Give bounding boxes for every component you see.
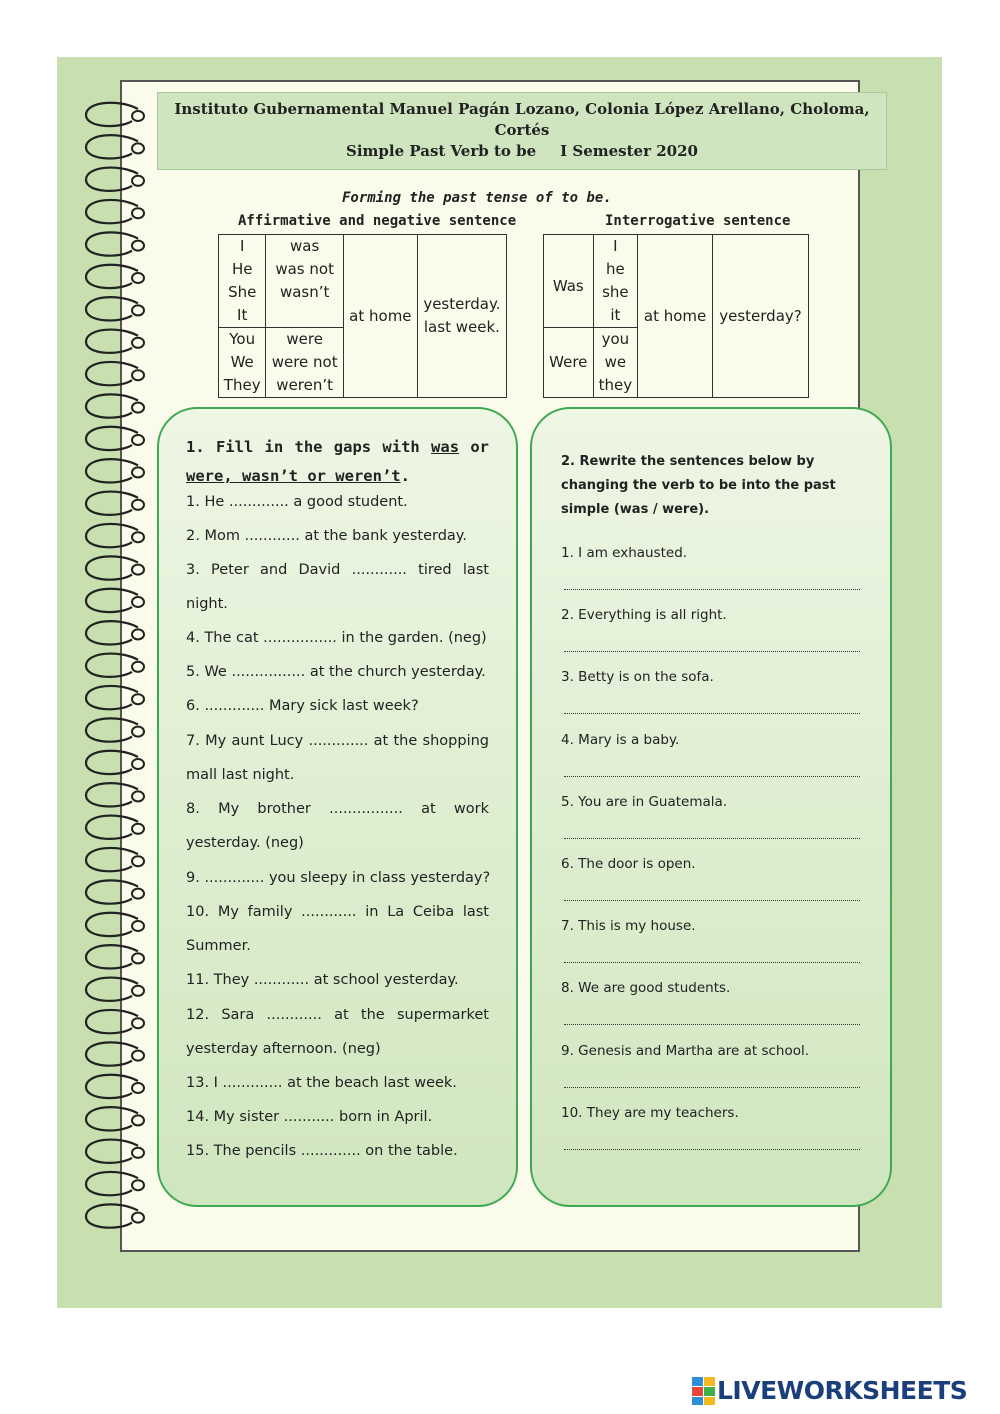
exercise1-line: night. bbox=[186, 596, 228, 612]
school-location: Cortés bbox=[494, 121, 550, 139]
ring-hole bbox=[132, 370, 144, 380]
ring-hole bbox=[132, 208, 144, 218]
exercise1-line: 11. They ............ at school yesterday. bbox=[186, 972, 459, 988]
spiral-ring bbox=[86, 1204, 138, 1227]
ring-hole bbox=[132, 1213, 144, 1223]
exercise2-sentence: 7. This is my house. bbox=[561, 918, 696, 935]
spiral-ring bbox=[86, 200, 138, 223]
spiral-ring bbox=[86, 848, 138, 871]
spiral-ring bbox=[86, 362, 138, 385]
exercise2-sentence: 8. We are good students. bbox=[561, 980, 731, 997]
exercise1-line: 15. The pencils ............. on the table. bbox=[186, 1143, 458, 1159]
spiral-ring bbox=[86, 1075, 138, 1098]
ring-hole bbox=[132, 824, 144, 834]
ring-hole bbox=[132, 727, 144, 737]
exercise2-sentence: 9. Genesis and Martha are at school. bbox=[561, 1042, 810, 1059]
place-cell-int: at home bbox=[638, 235, 713, 398]
ring-hole bbox=[132, 694, 144, 704]
exercise2-sentence: 10. They are my teachers. bbox=[561, 1104, 739, 1121]
logo-mark-icon bbox=[692, 1377, 714, 1403]
spiral-ring bbox=[86, 654, 138, 677]
worksheet-topic: Simple Past Verb to be bbox=[346, 142, 537, 160]
ring-hole bbox=[132, 1051, 144, 1061]
ring-hole bbox=[132, 629, 144, 639]
exercise2-sentence: 5. You are in Guatemala. bbox=[561, 793, 728, 810]
answer-line[interactable] bbox=[564, 1087, 860, 1088]
answer-line[interactable] bbox=[564, 776, 860, 777]
ring-hole bbox=[132, 338, 144, 348]
singular-forms: was was not wasn’t bbox=[266, 235, 344, 328]
spiral-ring bbox=[86, 686, 138, 709]
spiral-ring bbox=[86, 232, 138, 255]
ring-hole bbox=[132, 662, 144, 672]
exercise2-sentence: 4. Mary is a baby. bbox=[561, 731, 680, 748]
affirmative-title: Affirmative and negative sentence bbox=[238, 213, 517, 229]
school-name: Instituto Gubernamental Manuel Pagán Lozano, Colonia López Arellano, Choloma, bbox=[174, 100, 870, 118]
answer-line[interactable] bbox=[564, 962, 860, 963]
interrogative-title: Interrogative sentence bbox=[605, 213, 791, 229]
liveworksheets-logo bbox=[692, 1375, 967, 1405]
spiral-ring bbox=[86, 556, 138, 579]
spiral-ring bbox=[86, 1140, 138, 1163]
spiral-ring bbox=[86, 589, 138, 612]
spiral-ring bbox=[86, 394, 138, 417]
exercise1-line: 9. ............. you sleepy in class yesterday? bbox=[186, 870, 491, 886]
spiral-ring bbox=[86, 783, 138, 806]
exercise1-line: 13. I ............. at the beach last week. bbox=[186, 1075, 457, 1091]
ring-hole bbox=[132, 435, 144, 445]
exercise1-line: 3. Peter and David ............ tired last bbox=[186, 562, 489, 578]
singular-subjects: I He She It bbox=[219, 235, 266, 328]
was-cell: Was bbox=[544, 235, 594, 328]
time-cell: yesterday. last week. bbox=[417, 235, 506, 398]
ring-hole bbox=[132, 467, 144, 477]
exercise1-line: 1. He ............. a good student. bbox=[186, 494, 408, 510]
worksheet-header bbox=[157, 92, 887, 170]
exercise1-line: 2. Mom ............ at the bank yesterday. bbox=[186, 528, 467, 544]
exercise2-sentence: 6. The door is open. bbox=[561, 856, 696, 872]
spiral-ring bbox=[86, 718, 138, 741]
semester-label: I Semester 2020 bbox=[560, 142, 698, 160]
spiral-binding bbox=[80, 95, 160, 1235]
plural-subjects: You We They bbox=[219, 328, 266, 398]
spiral-ring bbox=[86, 459, 138, 482]
exercise2-sentence: 1. I am exhausted. bbox=[561, 545, 688, 561]
ring-hole bbox=[132, 403, 144, 413]
ring-hole bbox=[132, 111, 144, 121]
plural-forms: were were not weren’t bbox=[266, 328, 344, 398]
exercise2-sentence: 3. Betty is on the sofa. bbox=[561, 669, 714, 686]
exercise2-sentence: 2. Everything is all right. bbox=[561, 607, 727, 624]
ring-hole bbox=[132, 953, 144, 963]
answer-line[interactable] bbox=[564, 713, 860, 714]
ring-hole bbox=[132, 986, 144, 996]
answer-line[interactable] bbox=[564, 589, 860, 590]
singular-subjects-int: I he she it bbox=[593, 235, 638, 328]
spiral-ring bbox=[86, 135, 138, 158]
spiral-ring bbox=[86, 1042, 138, 1065]
ring-hole bbox=[132, 565, 144, 575]
spiral-ring bbox=[86, 297, 138, 320]
plural-subjects-int: you we they bbox=[593, 328, 638, 398]
exercise1-line: yesterday. (neg) bbox=[186, 835, 304, 851]
spiral-ring bbox=[86, 168, 138, 191]
spiral-ring bbox=[86, 978, 138, 1001]
ring-hole bbox=[132, 532, 144, 542]
place-cell: at home bbox=[343, 235, 417, 398]
ring-hole bbox=[132, 1115, 144, 1125]
ring-hole bbox=[132, 241, 144, 251]
spiral-ring bbox=[86, 524, 138, 547]
ring-hole bbox=[132, 1180, 144, 1190]
spiral-ring bbox=[86, 816, 138, 839]
exercise1-line: 6. ............. Mary sick last week? bbox=[186, 698, 419, 714]
spiral-ring bbox=[86, 492, 138, 515]
answer-line[interactable] bbox=[564, 1149, 860, 1150]
grammar-title: Forming the past tense of to be. bbox=[342, 190, 612, 206]
exercise1-line: 12. Sara ............ at the supermarket bbox=[186, 1007, 489, 1023]
ring-hole bbox=[132, 305, 144, 315]
logo-text: LIVEWORKSHEETS bbox=[717, 1375, 968, 1405]
spiral-ring bbox=[86, 265, 138, 288]
spiral-ring bbox=[86, 103, 138, 126]
spiral-ring bbox=[86, 913, 138, 936]
ring-hole bbox=[132, 759, 144, 769]
time-cell-int: yesterday? bbox=[713, 235, 809, 398]
ring-hole bbox=[132, 273, 144, 283]
ring-hole bbox=[132, 1018, 144, 1028]
spiral-ring bbox=[86, 1107, 138, 1130]
ring-hole bbox=[132, 500, 144, 510]
were-cell: Were bbox=[544, 328, 594, 398]
spiral-ring bbox=[86, 751, 138, 774]
exercise1-line: 10. My family ............ in La Ceiba last bbox=[186, 904, 489, 920]
exercise1-title: 1. Fill in the gaps with was or were, wasn’t or weren’t. bbox=[186, 438, 489, 485]
ring-hole bbox=[132, 597, 144, 607]
ring-hole bbox=[132, 791, 144, 801]
answer-line[interactable] bbox=[564, 900, 860, 901]
answer-line[interactable] bbox=[564, 1024, 860, 1025]
exercise2-title: 2. Rewrite the sentences below by changing the verb to be into the past simple (was / were). bbox=[561, 454, 836, 517]
exercise1-line: 5. We ................ at the church yesterday. bbox=[186, 664, 486, 680]
affirmative-table bbox=[218, 234, 507, 398]
answer-line[interactable] bbox=[564, 651, 860, 652]
spiral-ring bbox=[86, 427, 138, 450]
exercise1-line: mall last night. bbox=[186, 767, 295, 783]
exercise1-line: yesterday afternoon. (neg) bbox=[186, 1041, 381, 1057]
ring-hole bbox=[132, 1083, 144, 1093]
ring-hole bbox=[132, 143, 144, 153]
ring-hole bbox=[132, 856, 144, 866]
exercise1-line: 4. The cat ................ in the garden. (neg) bbox=[186, 630, 487, 646]
spiral-ring bbox=[86, 330, 138, 353]
interrogative-table bbox=[543, 234, 809, 398]
spiral-ring bbox=[86, 1010, 138, 1033]
spiral-ring bbox=[86, 880, 138, 903]
exercise1-line: 14. My sister ........... born in April. bbox=[186, 1109, 433, 1125]
ring-hole bbox=[132, 921, 144, 931]
exercise1-line: 8. My brother ................ at work bbox=[186, 801, 489, 817]
answer-line[interactable] bbox=[564, 838, 860, 839]
ring-hole bbox=[132, 1148, 144, 1158]
exercise1-line: 7. My aunt Lucy ............. at the shopping bbox=[186, 733, 489, 749]
spiral-ring bbox=[86, 945, 138, 968]
exercise1-line: Summer. bbox=[186, 938, 251, 954]
ring-hole bbox=[132, 889, 144, 899]
spiral-ring bbox=[86, 621, 138, 644]
ring-hole bbox=[132, 176, 144, 186]
spiral-ring bbox=[86, 1172, 138, 1195]
